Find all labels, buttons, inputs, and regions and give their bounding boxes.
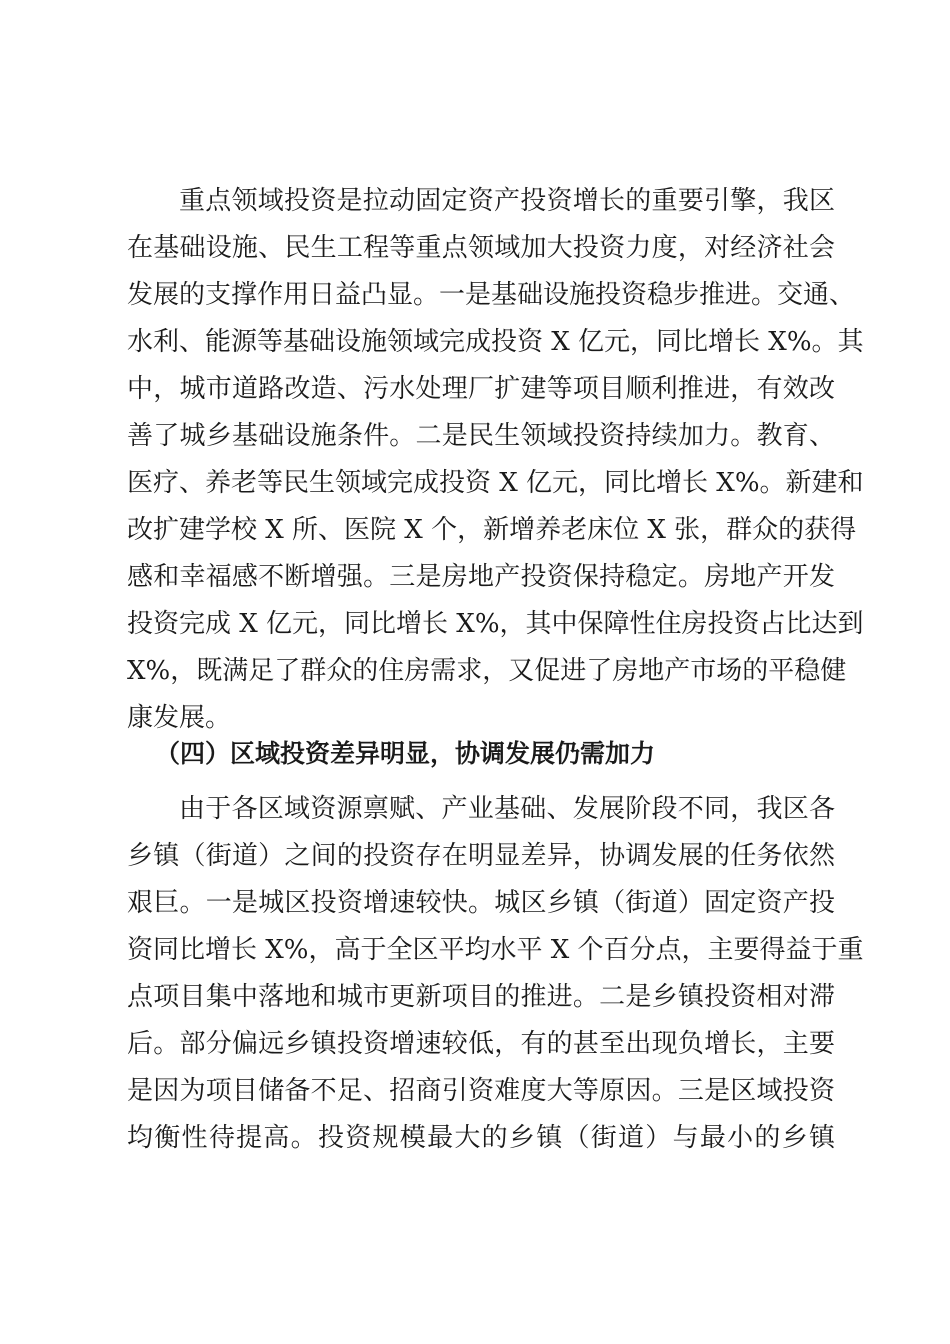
paragraph-line: 点项目集中落地和城市更新项目的推进。二是乡镇投资相对滞 [127,982,835,1012]
paragraph-line: 康发展。 [127,703,232,733]
paragraph-line: 在基础设施、民生工程等重点领域加大投资力度，对经济社会 [127,233,835,263]
paragraph-line: 重点领域投资是拉动固定资产投资增长的重要引擎，我区 [179,186,835,216]
paragraph-line: 资同比增长 X%，高于全区平均水平 X 个百分点，主要得益于重 [127,935,864,965]
section-heading-4: （四）区域投资差异明显，协调发展仍需加力 [155,739,656,768]
paragraph-line: X%，既满足了群众的住房需求，又促进了房地产市场的平稳健 [127,656,847,686]
paragraph-regional-disparity [127,786,864,1162]
paragraph-line: 善了城乡基础设施条件。二是民生领域投资持续加力。教育、 [127,421,835,451]
paragraph-line: 乡镇（街道）之间的投资存在明显差异，协调发展的任务依然 [127,841,835,871]
paragraph-line: 感和幸福感不断增强。三是房地产投资保持稳定。房地产开发 [127,562,835,592]
paragraph-line: 投资完成 X 亿元，同比增长 X%，其中保障性住房投资占比达到 [127,609,864,639]
paragraph-line: 后。部分偏远乡镇投资增速较低，有的甚至出现负增长，主要 [127,1029,835,1059]
paragraph-line: 由于各区域资源禀赋、产业基础、发展阶段不同，我区各 [179,794,835,824]
paragraph-line: 艰巨。一是城区投资增速较快。城区乡镇（街道）固定资产投 [127,888,835,918]
paragraph-line: 是因为项目储备不足、招商引资难度大等原因。三是区域投资 [127,1076,835,1106]
paragraph-line: 发展的支撑作用日益凸显。一是基础设施投资稳步推进。交通、 [127,280,856,310]
paragraph-line: 均衡性待提高。投资规模最大的乡镇（街道）与最小的乡镇 [127,1123,835,1153]
paragraph-line: 医疗、养老等民生领域完成投资 X 亿元，同比增长 X%。新建和 [127,468,864,498]
paragraph-key-sector-investment [127,178,864,742]
paragraph-line: 水利、能源等基础设施领域完成投资 X 亿元，同比增长 X%。其 [127,327,864,357]
paragraph-line: 中，城市道路改造、污水处理厂扩建等项目顺利推进，有效改 [127,374,835,404]
paragraph-line: 改扩建学校 X 所、医院 X 个，新增养老床位 X 张，群众的获得 [127,515,857,545]
